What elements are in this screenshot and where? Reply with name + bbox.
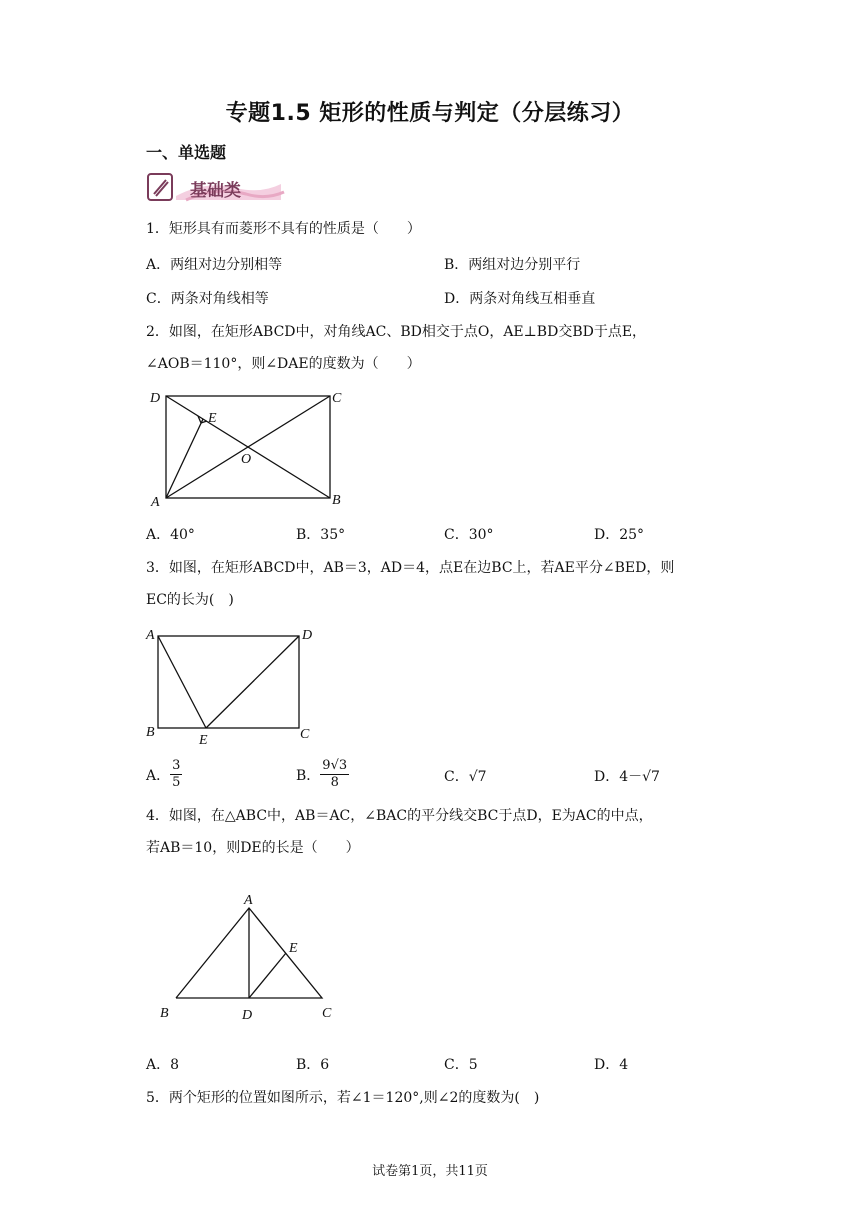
q2-label-o: O [241,452,252,467]
q4-figure-triangle [156,886,346,1026]
q3-label-b: B [146,725,155,740]
q1-option-a: A．两组对边分别相等 [146,257,283,273]
category-badge [146,170,286,206]
question-3-stem-line1: 3．如图，在矩形ABCD中，AB＝3，AD＝4，点E在边BC上，若AE平分∠BED，则 [146,560,675,576]
question-1-stem: 1．矩形具有而菱形不具有的性质是（ ） [146,221,421,237]
q2-label-a: A [151,495,160,510]
q1-option-b: B．两组对边分别平行 [444,257,581,273]
badge-label: 基础类 [190,181,241,201]
question-5-stem: 5．两个矩形的位置如图所示，若∠1＝120°,则∠2的度数为( ) [146,1090,540,1106]
q4-option-c: C．5 [444,1057,478,1073]
q2-option-a: A．40° [146,527,195,543]
q3-option-c: C．√7 [444,769,487,785]
q3-option-b-fraction [320,758,349,791]
q3-option-b-numerator: 9√3 [322,758,348,773]
q2-option-b: B．35° [296,527,346,543]
question-4-stem-line1: 4．如图，在△ABC中，AB＝AC，∠BAC的平分线交BC于点D，E为AC的中点， [146,808,653,824]
question-4-stem-line2: 若AB＝10，则DE的长是（ ） [146,840,360,856]
q4-label-a: A [244,893,253,908]
q2-option-d: D．25° [594,527,645,543]
q3-label-a: A [146,628,155,643]
q3-option-b-denominator: 8 [330,775,339,790]
q2-option-c: C．30° [444,527,494,543]
q4-label-b: B [160,1006,169,1021]
q3-option-d: D．4－√7 [594,769,660,785]
question-3-stem-line2: EC的长为( ) [146,592,234,608]
q3-option-a-label: A． [146,767,171,784]
q3-label-c: C [300,727,310,742]
q4-label-d: D [242,1008,253,1023]
q3-label-e: E [199,733,208,748]
q4-label-c: C [322,1006,332,1021]
q1-option-d: D．两条对角线互相垂直 [444,291,596,307]
question-2-stem-line1: 2．如图，在矩形ABCD中，对角线AC、BD相交于点O，AE⊥BD交BD于点E， [146,324,647,340]
q3-option-a-numerator: 3 [172,758,181,773]
page-footer: 试卷第1页，共11页 [372,1164,488,1179]
q3-option-b [296,758,349,791]
q2-label-d: D [150,391,161,406]
q2-label-e: E [208,411,217,426]
q3-option-a-fraction [170,758,182,791]
q3-option-a [146,758,182,791]
q3-figure-rectangle [144,622,334,748]
section-heading: 一、单选题 [146,143,227,162]
q2-figure-rectangle [146,386,356,510]
q4-option-d: D．4 [594,1057,629,1073]
q4-option-b: B．6 [296,1057,330,1073]
q4-option-a: A．8 [146,1057,180,1073]
q3-option-a-denominator: 5 [172,775,181,790]
q3-option-b-label: B． [296,767,321,784]
q2-label-c: C [332,391,342,406]
q2-label-b: B [332,493,341,508]
page-title: 专题1.5 矩形的性质与判定（分层练习） [225,101,635,126]
q3-label-d: D [302,628,313,643]
q4-label-e: E [289,941,298,956]
q1-option-c: C．两条对角线相等 [146,291,269,307]
question-2-stem-line2: ∠AOB＝110°，则∠DAE的度数为（ ） [146,356,421,372]
